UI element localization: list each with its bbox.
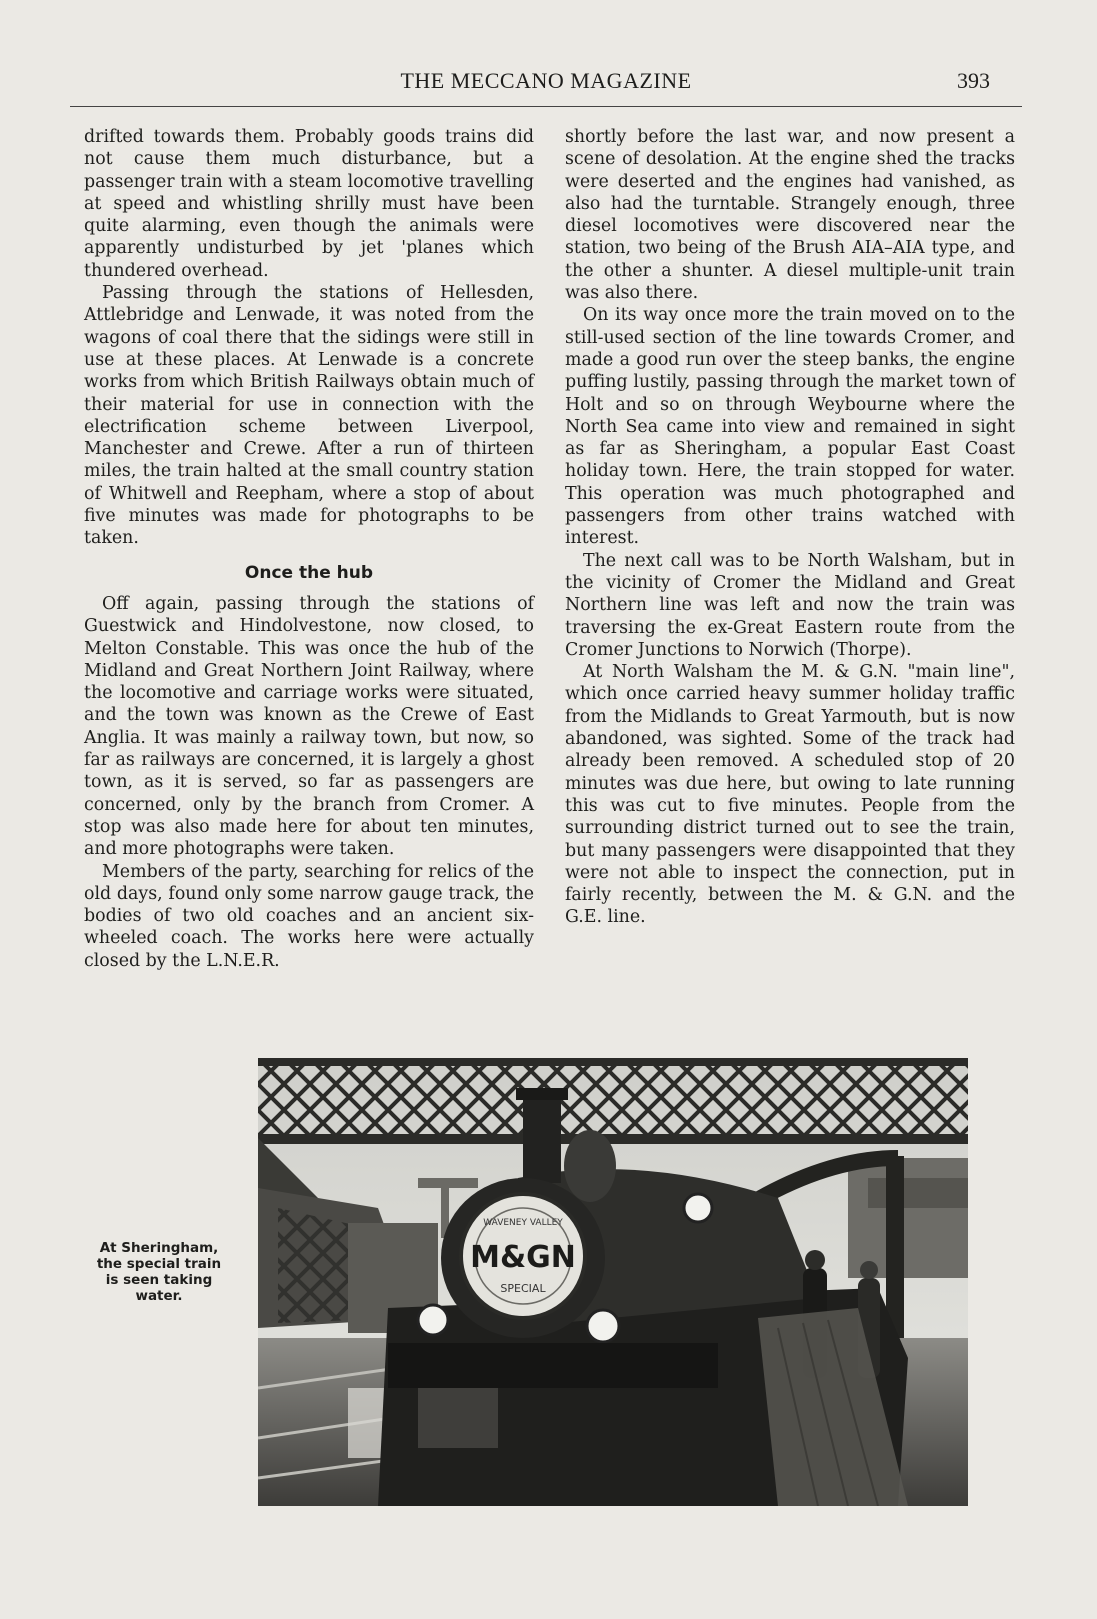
caption-line: the special train [96,1256,222,1272]
right-column [565,126,1015,929]
page-number: 393 [957,68,990,93]
page-header [70,66,1022,107]
caption-line: At Sheringham, [99,1240,219,1256]
paragraph: Off again, passing through the stations of Guestwick and Hindolvestone, now closed, to Melton Constable. This was once the hub of the Midland and Great Northern Joint Railway, where the locomotive and carriage works were situated, and the town was known as the Crewe of East Anglia. It was mainly a railway town, but now, so far as railways are concerned, it is largely a ghost town, as it is served, so far as passengers are concerned, only by the branch from Cromer. A stop was also made here for about ten minutes, and more photographs were taken. [84,593,534,860]
train-photo [258,1058,968,1506]
left-column [84,126,534,972]
headboard-top-text: WAVENEY VALLEY [483,1218,563,1228]
paragraph: Passing through the stations of Hellesden, Attlebridge and Lenwade, it was noted from the wagons of coal there that the sidings were still in use at these places. At Lenwade is a concrete works from which British Railways obtain much of their material for use in connection with the electrification scheme between Liverpool, Manchester and Crewe. After a run of thirteen miles, the train halted at the small country station of Whitwell and Reepham, where a stop of about five minutes was made for photographs to be taken. [84,283,534,549]
paragraph: At North Walsham the M. & G.N. "main line", which once carried heavy summer holiday traffic from the Midlands to Great Yarmouth, but is now abandoned, was sighted. Some of the track had already been removed. A scheduled stop of 20 minutes was due here, but owing to late running this was cut to five minutes. People from the surrounding district turned out to see the train, but many passengers were disappointed that they were not able to inspect the connection, put in fairly recently, between the M. & G.N. and the G.E. line. [565,662,1015,928]
headboard-main-text: M&GN [470,1240,576,1275]
headboard-bottom-text: SPECIAL [500,1282,546,1295]
paragraph: The next call was to be North Walsham, but in the vicinity of Cromer the Midland and Great Northern line was left and now the train was traversing the ex-Great Eastern route from the Cromer Junctions to Norwich (Thorpe). [565,550,1015,660]
caption-line: is seen taking [105,1272,213,1288]
steam-locomotive-photo [258,1058,968,1506]
magazine-title: THE MECCANO MAGAZINE [400,68,692,93]
paragraph: shortly before the last war, and now present a scene of desolation. At the engine shed the tracks were deserted and the engines had vanished, as also had the turntable. Strangely enough, three diesel locomotives were discovered near the station, two being of the Brush AIA–AIA type, and the other a shunter. A diesel multiple-unit train was also there. [565,127,1015,304]
paragraph: Members of the party, searching for relics of the old days, found only some narrow gauge track, the bodies of two old coaches and an ancient six-wheeled coach. The works here were actually closed by the L.N.E.R. [84,861,534,971]
section-heading: Once the hub [244,562,374,583]
photo-caption [88,1240,230,1304]
paragraph: drifted towards them. Probably goods trains did not cause them much disturbance, but a passenger train with a steam locomotive travelling at speed and whistling shrilly must have been quite alarming, even though the animals were apparently undisturbed by jet 'planes which thundered overhead. [84,127,534,281]
paragraph: On its way once more the train moved on to the still-used section of the line towards Cromer, and made a good run over the steep banks, the engine puffing lustily, passing through the market town of Holt and so on through Weybourne where the North Sea came into view and remained in sight as far as Sheringham, a popular East Coast holiday town. Here, the train stopped for water. This operation was much photographed and passengers from other trains watched with interest. [565,305,1015,549]
caption-line: water. [135,1288,183,1304]
